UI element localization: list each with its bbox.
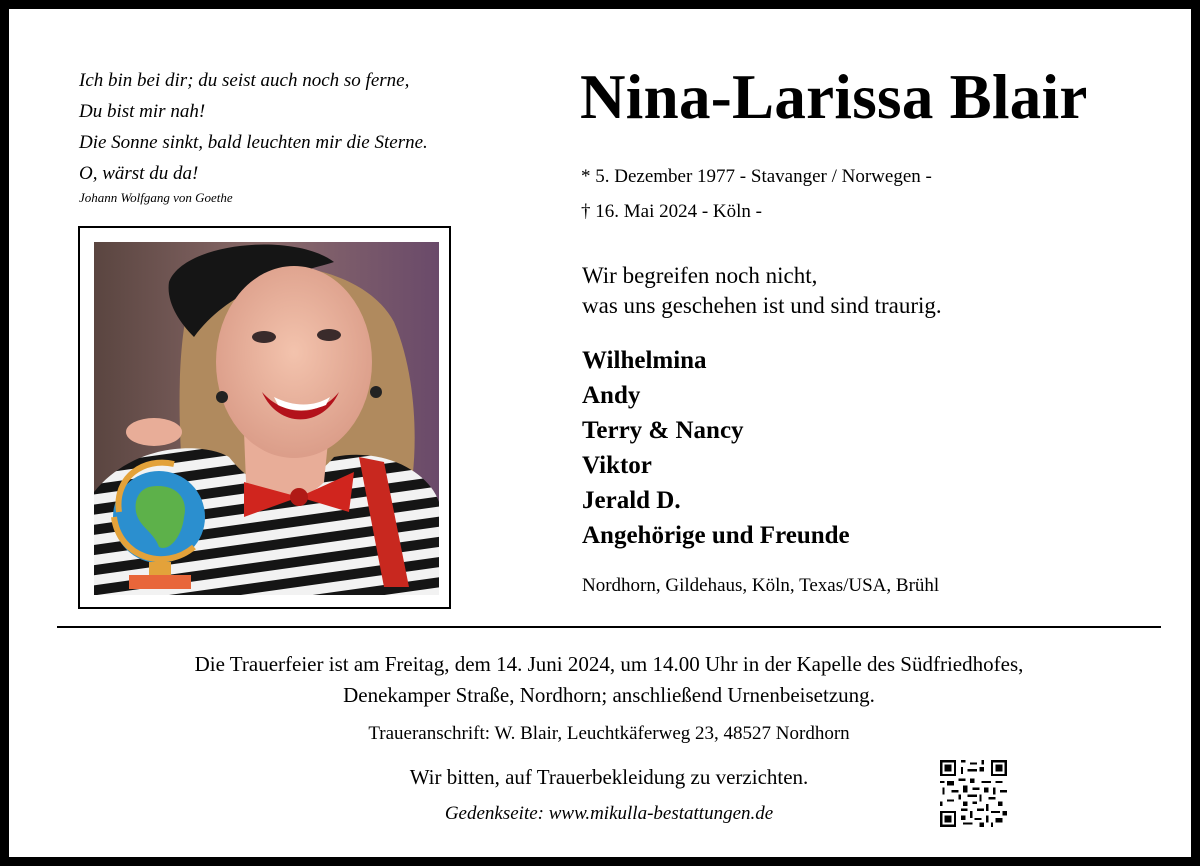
lament-text <box>582 261 942 321</box>
mourner-name: Andy <box>582 382 641 409</box>
divider <box>57 626 1161 628</box>
poem-line: O, wärst du da! <box>79 163 199 184</box>
mourner-name: Wilhelmina <box>582 347 707 374</box>
ceremony-line: Die Trauerfeier ist am Freitag, dem 14. Juni 2024, um 14.00 Uhr in der Kapelle des Südfriedhofes, <box>194 652 1024 676</box>
mourner-name: Viktor <box>582 452 652 479</box>
lament-line: was uns geschehen ist und sind traurig. <box>582 293 942 318</box>
ceremony-info <box>9 649 1200 711</box>
mourner-name: Angehörige und Freunde <box>582 522 850 549</box>
ceremony-line: Denekamper Straße, Nordhorn; anschließend Urnenbeisetzung. <box>343 683 875 707</box>
qr-code-icon[interactable] <box>940 760 1007 827</box>
poem-line: Die Sonne sinkt, bald leuchten mir die Sterne. <box>79 132 428 153</box>
poem <box>79 65 428 189</box>
deceased-name: Nina-Larissa Blair <box>580 62 1088 132</box>
dress-request: Wir bitten, auf Trauerbekleidung zu verzichten. <box>409 765 809 789</box>
mourners-list <box>582 343 850 553</box>
death-date: † 16. Mai 2024 - Köln - <box>581 201 763 222</box>
lament-line: Wir begreifen noch nicht, <box>582 263 818 288</box>
poem-author: Johann Wolfgang von Goethe <box>79 190 233 205</box>
life-dates <box>581 159 932 229</box>
mourner-name: Jerald D. <box>582 487 681 514</box>
portrait-frame <box>78 226 451 609</box>
mourner-places: Nordhorn, Gildehaus, Köln, Texas/USA, Brühl <box>582 575 940 596</box>
birth-date: * 5. Dezember 1977 - Stavanger / Norwegen - <box>581 166 932 187</box>
portrait-photo <box>94 242 439 595</box>
mourning-address: Traueranschrift: W. Blair, Leuchtkäferweg 23, 48527 Nordhorn <box>368 723 850 744</box>
memorial-website-link[interactable]: Gedenkseite: www.mikulla-bestattungen.de <box>444 803 774 824</box>
poem-line: Du bist mir nah! <box>79 101 206 122</box>
mourner-name: Terry & Nancy <box>582 417 744 444</box>
poem-line: Ich bin bei dir; du seist auch noch so ferne, <box>79 70 410 91</box>
